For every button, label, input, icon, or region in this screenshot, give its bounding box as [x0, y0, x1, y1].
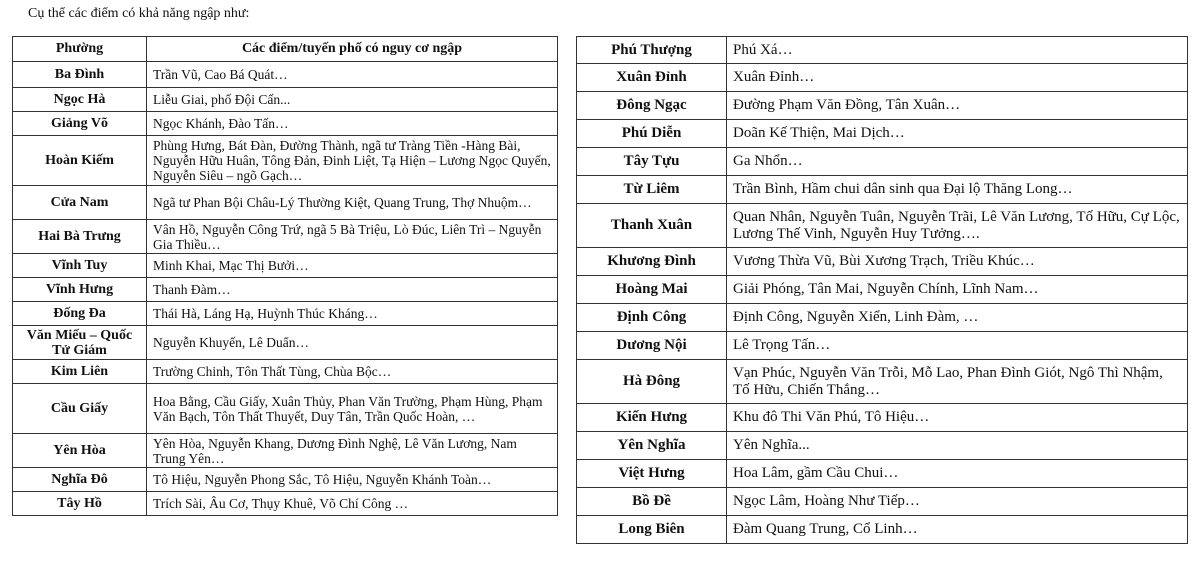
ward-name: Nghĩa Đô: [13, 468, 147, 492]
ward-name: Khương Đình: [577, 248, 727, 276]
ward-name: Hoàng Mai: [577, 276, 727, 304]
ward-name: Phú Diễn: [577, 120, 727, 148]
ward-name: Đống Đa: [13, 302, 147, 326]
flood-locations: Giải Phóng, Tân Mai, Nguyễn Chính, Lĩnh Nam…: [727, 276, 1188, 304]
ward-name: Đông Ngạc: [577, 92, 727, 120]
ward-name: Bồ Đề: [577, 488, 727, 516]
flood-locations: Định Công, Nguyễn Xiển, Linh Đàm, …: [727, 304, 1188, 332]
flood-locations: Vương Thừa Vũ, Bùi Xương Trạch, Triều Khúc…: [727, 248, 1188, 276]
intro-text: Cụ thể các điểm có khả năng ngập như:: [28, 6, 250, 21]
table-row: [577, 404, 1188, 432]
ward-name: Thanh Xuân: [577, 204, 727, 248]
table-row: [13, 186, 558, 220]
flood-locations: Yên Nghĩa...: [727, 432, 1188, 460]
flood-locations: Quan Nhân, Nguyễn Tuân, Nguyễn Trãi, Lê Văn Lương, Tố Hữu, Cự Lộc, Lương Thế Vinh, Nguyễn Huy Tưởng….: [727, 204, 1188, 248]
flood-locations: Yên Hòa, Nguyễn Khang, Dương Đình Nghệ, Lê Văn Lương, Nam Trung Yên…: [147, 434, 558, 468]
flood-table-right: [576, 36, 1188, 544]
flood-locations: Đường Phạm Văn Đồng, Tân Xuân…: [727, 92, 1188, 120]
table-row: [577, 37, 1188, 64]
ward-name: Ngọc Hà: [13, 88, 147, 112]
table-row: [13, 88, 558, 112]
header-locations: Các điểm/tuyến phố có nguy cơ ngập: [147, 37, 558, 62]
header-ward: Phường: [13, 37, 147, 62]
ward-name: Yên Hòa: [13, 434, 147, 468]
flood-locations: Trần Vũ, Cao Bá Quát…: [147, 62, 558, 88]
table-row: [13, 136, 558, 186]
flood-locations: Liễu Giai, phố Đội Cấn...: [147, 88, 558, 112]
flood-locations: Ngọc Khánh, Đào Tấn…: [147, 112, 558, 136]
table-row: [577, 276, 1188, 304]
table-row: [13, 326, 558, 360]
table-row: [577, 488, 1188, 516]
table-row: [13, 302, 558, 326]
ward-name: Tây Hồ: [13, 492, 147, 516]
flood-locations: Doãn Kế Thiện, Mai Dịch…: [727, 120, 1188, 148]
flood-locations: Thanh Đàm…: [147, 278, 558, 302]
ward-name: Tây Tựu: [577, 148, 727, 176]
table-row: [577, 516, 1188, 544]
flood-locations: Phùng Hưng, Bát Đàn, Đường Thành, ngã tư Tràng Tiền -Hàng Bài, Nguyễn Hữu Huân, Tông Đản, Đinh Liệt, Tạ Hiện – Lương Ngọc Quyến, Nguyễn Siêu – ngõ Gạch…: [147, 136, 558, 186]
table-row: [577, 148, 1188, 176]
flood-locations: Thái Hà, Láng Hạ, Huỳnh Thúc Kháng…: [147, 302, 558, 326]
ward-name: Kim Liên: [13, 360, 147, 384]
table-row: [13, 254, 558, 278]
flood-locations: Hoa Lâm, gầm Cầu Chui…: [727, 460, 1188, 488]
ward-name: Xuân Đỉnh: [577, 64, 727, 92]
table-row: [577, 176, 1188, 204]
ward-name: Dương Nội: [577, 332, 727, 360]
flood-locations: Nguyễn Khuyến, Lê Duẩn…: [147, 326, 558, 360]
flood-locations: Ngã tư Phan Bội Châu-Lý Thường Kiệt, Quang Trung, Thợ Nhuộm…: [147, 186, 558, 220]
table-row: [13, 62, 558, 88]
table-row: [577, 248, 1188, 276]
flood-locations: Ga Nhổn…: [727, 148, 1188, 176]
ward-name: Hà Đông: [577, 360, 727, 404]
table-row: [13, 112, 558, 136]
flood-locations: Lê Trọng Tấn…: [727, 332, 1188, 360]
flood-locations: Trần Bình, Hầm chui dân sinh qua Đại lộ Thăng Long…: [727, 176, 1188, 204]
ward-name: Phú Thượng: [577, 37, 727, 64]
table-row: [577, 64, 1188, 92]
ward-name: Vĩnh Hưng: [13, 278, 147, 302]
table-row: [577, 92, 1188, 120]
table-row: [13, 360, 558, 384]
flood-locations: Trường Chinh, Tôn Thất Tùng, Chùa Bộc…: [147, 360, 558, 384]
ward-name: Giảng Võ: [13, 112, 147, 136]
flood-locations: Tô Hiệu, Nguyễn Phong Sắc, Tô Hiệu, Nguyễn Khánh Toàn…: [147, 468, 558, 492]
ward-name: Từ Liêm: [577, 176, 727, 204]
ward-name: Hoàn Kiếm: [13, 136, 147, 186]
ward-name: Vĩnh Tuy: [13, 254, 147, 278]
flood-locations: Hoa Bằng, Cầu Giấy, Xuân Thủy, Phan Văn Trường, Phạm Hùng, Phạm Văn Bạch, Tôn Thất Thuyết, Duy Tân, Trần Quốc Hoàn, …: [147, 384, 558, 434]
table-row: [577, 120, 1188, 148]
table-row: [577, 432, 1188, 460]
table-row: [577, 360, 1188, 404]
ward-name: Hai Bà Trưng: [13, 220, 147, 254]
ward-name: Yên Nghĩa: [577, 432, 727, 460]
ward-name: Cầu Giấy: [13, 384, 147, 434]
table-row: [13, 434, 558, 468]
ward-name: Kiến Hưng: [577, 404, 727, 432]
table-row: [577, 304, 1188, 332]
flood-locations: Xuân Đỉnh…: [727, 64, 1188, 92]
table-row: [13, 384, 558, 434]
table-row: [577, 332, 1188, 360]
ward-name: Cửa Nam: [13, 186, 147, 220]
ward-name: Văn Miếu – Quốc Tử Giám: [13, 326, 147, 360]
table-row: [13, 492, 558, 516]
flood-locations: Đàm Quang Trung, Cổ Linh…: [727, 516, 1188, 544]
ward-name: Định Công: [577, 304, 727, 332]
flood-locations: Trích Sài, Âu Cơ, Thụy Khuê, Võ Chí Công …: [147, 492, 558, 516]
table-row: [13, 220, 558, 254]
ward-name: Việt Hưng: [577, 460, 727, 488]
table-row: [577, 204, 1188, 248]
table-row: [13, 278, 558, 302]
flood-locations: Vân Hồ, Nguyễn Công Trứ, ngã 5 Bà Triệu, Lò Đúc, Liên Trì – Nguyễn Gia Thiều…: [147, 220, 558, 254]
table-header-row: [13, 37, 558, 62]
ward-name: Long Biên: [577, 516, 727, 544]
flood-table-left: [12, 36, 558, 516]
flood-locations: Vạn Phúc, Nguyễn Văn Trỗi, Mỗ Lao, Phan Đình Giót, Ngô Thì Nhậm, Tố Hữu, Chiến Thắng…: [727, 360, 1188, 404]
ward-name: Ba Đình: [13, 62, 147, 88]
flood-locations: Minh Khai, Mạc Thị Bưởi…: [147, 254, 558, 278]
flood-locations: Ngọc Lâm, Hoàng Như Tiếp…: [727, 488, 1188, 516]
flood-locations: Khu đô Thi Văn Phú, Tô Hiệu…: [727, 404, 1188, 432]
table-row: [13, 468, 558, 492]
table-row: [577, 460, 1188, 488]
flood-locations: Phú Xá…: [727, 37, 1188, 64]
